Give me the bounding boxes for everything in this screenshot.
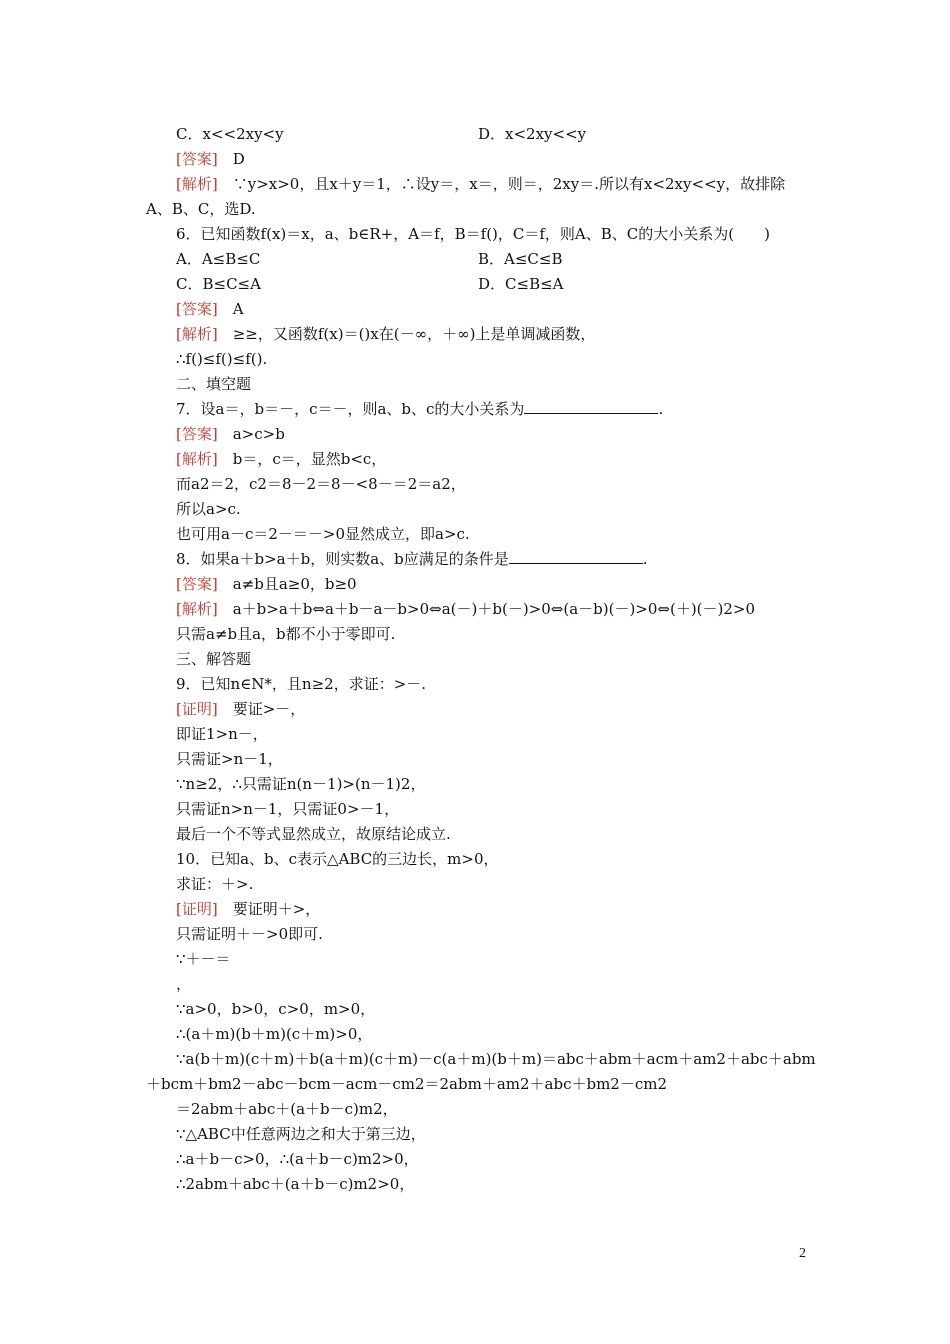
text-line: [478, 124, 586, 144]
text-line: [478, 249, 563, 269]
text-line: [176, 849, 499, 869]
line-text: 只需a≠b且a，b都不小于零即可.: [176, 625, 396, 643]
section-tag: [证明]: [176, 700, 218, 718]
line-text: 最后一个不等式显然成立，故原结论成立.: [176, 825, 451, 843]
line-text: D．x<2xy<<y: [478, 125, 587, 143]
line-text: ∵y>x>0，且x＋y＝1，∴设y＝，x＝，则＝，2xy＝.所以有x<2xy<<y，故排除: [217, 175, 786, 193]
section-tag: [解析]: [176, 325, 218, 343]
text-line: [176, 274, 261, 294]
text-line: [176, 874, 253, 894]
text-line: [176, 1099, 398, 1119]
page-number: 2: [799, 1246, 806, 1261]
line-text: C．B≤C≤A: [176, 275, 261, 293]
text-line: [176, 549, 648, 569]
text-line: [478, 274, 564, 294]
line-text: ≥≥，又函数f(x)＝()x在(－∞，＋∞)上是单调减函数，: [217, 325, 596, 343]
line-text: 而a2＝2，c2＝8－2＝8－<8－＝2＝a2，: [176, 475, 466, 493]
line-text: 也可用a－c＝2－＝－>0显然成立，即a>c.: [176, 525, 470, 543]
text-line: [176, 324, 595, 344]
line-text: ∴(a＋m)(b＋m)(c＋m)>0，: [176, 1025, 373, 1043]
section-tag: [解析]: [176, 450, 218, 468]
line-text: A．A≤B≤C: [176, 250, 261, 268]
line-text: ＝2abm＋abc＋(a＋b－c)m2，: [176, 1100, 398, 1118]
line-text: B．A≤C≤B: [478, 250, 563, 268]
text-line: [176, 824, 451, 844]
text-line: [176, 624, 395, 644]
line-text: A: [217, 300, 244, 318]
line-text: b＝，c＝，显然b<c，: [217, 450, 387, 468]
text-line: [176, 174, 785, 194]
line-text: 三、解答题: [176, 650, 252, 668]
line-text: 8．如果a＋b>a＋b，则实数a、b应满足的条件是: [176, 550, 509, 568]
text-line: [176, 949, 231, 969]
line-text: D: [217, 150, 245, 168]
line-text: a>c>b: [217, 425, 285, 443]
section-tag: [答案]: [176, 425, 218, 443]
line-text: ∴2abm＋abc＋(a＋b－c)m2>0，: [176, 1175, 415, 1193]
line-text: ∵△ABC中任意两边之和大于第三边，: [176, 1125, 426, 1143]
text-line: [176, 124, 284, 144]
line-text: 9．已知n∈N*，且n≥2，求证：>－.: [176, 675, 427, 693]
line-text: 只需证>n－1，: [176, 750, 283, 768]
line-text: 只需证n>n－1，只需证0>－1，: [176, 800, 400, 818]
line-text: a≠b且a≥0，b≥0: [217, 575, 357, 593]
text-line: [176, 1049, 816, 1069]
text-line: [176, 224, 770, 244]
line-text: 6．已知函数f(x)＝x，a、b∈R+，A＝f，B＝f()，C＝f，则A、B、C的大小关系为( ): [176, 225, 770, 243]
text-line: [146, 1074, 667, 1094]
line-text: ∵a(b＋m)(c＋m)＋b(a＋m)(c＋m)－c(a＋m)(b＋m)＝abc＋abm＋acm＋am2＋abc＋abm: [176, 1050, 816, 1068]
section-tag: [答案]: [176, 150, 218, 168]
line-text: ∵n≥2，∴只需证n(n－1)>(n－1)2，: [176, 775, 426, 793]
text-line: [176, 1149, 419, 1169]
line-text: 二、填空题: [176, 375, 252, 393]
line-text: ＋bcm＋bm2－abc－bcm－acm－cm2＝2abm＋am2＋abc＋bm2－cm2: [146, 1075, 668, 1093]
section-tag: [解析]: [176, 600, 218, 618]
text-line: [176, 299, 244, 319]
line-text: 所以a>c.: [176, 500, 241, 518]
line-text: A、B、C，选D.: [146, 200, 256, 218]
text-line: [176, 799, 399, 819]
line-text: ∵＋－＝: [176, 950, 231, 968]
text-line: [146, 199, 256, 219]
text-line: [176, 474, 466, 494]
line-text: ∵a>0，b>0，c>0，m>0，: [176, 1000, 376, 1018]
text-line: [176, 649, 251, 669]
line-text: a＋b>a＋b⇔a＋b－a－b>0⇔a(－)＋b(－)>0⇔(a－b)(－)>0⇔(＋)(－)2>0: [217, 600, 756, 618]
text-line: [176, 599, 755, 619]
text-line: [176, 374, 251, 394]
line-text: 即证1>n－，: [176, 725, 268, 743]
text-line: [176, 1174, 414, 1194]
text-line: [176, 524, 470, 544]
line-text: ∴f()≤f()≤f().: [176, 350, 268, 368]
text-line: [176, 1024, 372, 1044]
section-tag: [答案]: [176, 300, 218, 318]
text-line: [176, 349, 267, 369]
answer-blank: [524, 399, 658, 414]
line-text: ，: [176, 975, 192, 993]
answer-blank: [509, 549, 643, 564]
text-line: [176, 749, 283, 769]
section-tag: [证明]: [176, 900, 218, 918]
text-line: [176, 399, 663, 419]
line-text: 7．设a＝，b＝－，c＝－，则a、b、c的大小关系为: [176, 400, 525, 418]
text-line: [176, 774, 425, 794]
text-line: [176, 974, 191, 994]
text-line: [176, 499, 241, 519]
line-text: 只需证明＋－>0即可.: [176, 925, 323, 943]
text-line: [176, 249, 260, 269]
text-line: [176, 574, 357, 594]
line-text: 10．已知a、b、c表示△ABC的三边长，m>0，: [176, 850, 499, 868]
text-line: [176, 899, 320, 919]
text-line: [176, 449, 386, 469]
line-text: D．C≤B≤A: [478, 275, 564, 293]
line-text: 要证>－，: [217, 700, 306, 718]
text-line: [176, 724, 268, 744]
text-line: [176, 674, 426, 694]
line-text: C．x<<2xy<y: [176, 125, 284, 143]
section-tag: [答案]: [176, 575, 218, 593]
text-line: [176, 924, 323, 944]
line-text: 求证：＋>.: [176, 875, 254, 893]
text-line: [176, 999, 375, 1019]
text-line: [176, 149, 245, 169]
section-tag: [解析]: [176, 175, 218, 193]
line-text: ∴a＋b－c>0，∴(a＋b－c)m2>0，: [176, 1150, 419, 1168]
line-suffix: .: [642, 550, 648, 568]
line-suffix: .: [658, 400, 664, 418]
text-line: [176, 699, 305, 719]
text-line: [176, 1124, 426, 1144]
text-line: [176, 424, 285, 444]
line-text: 要证明＋>，: [217, 900, 321, 918]
